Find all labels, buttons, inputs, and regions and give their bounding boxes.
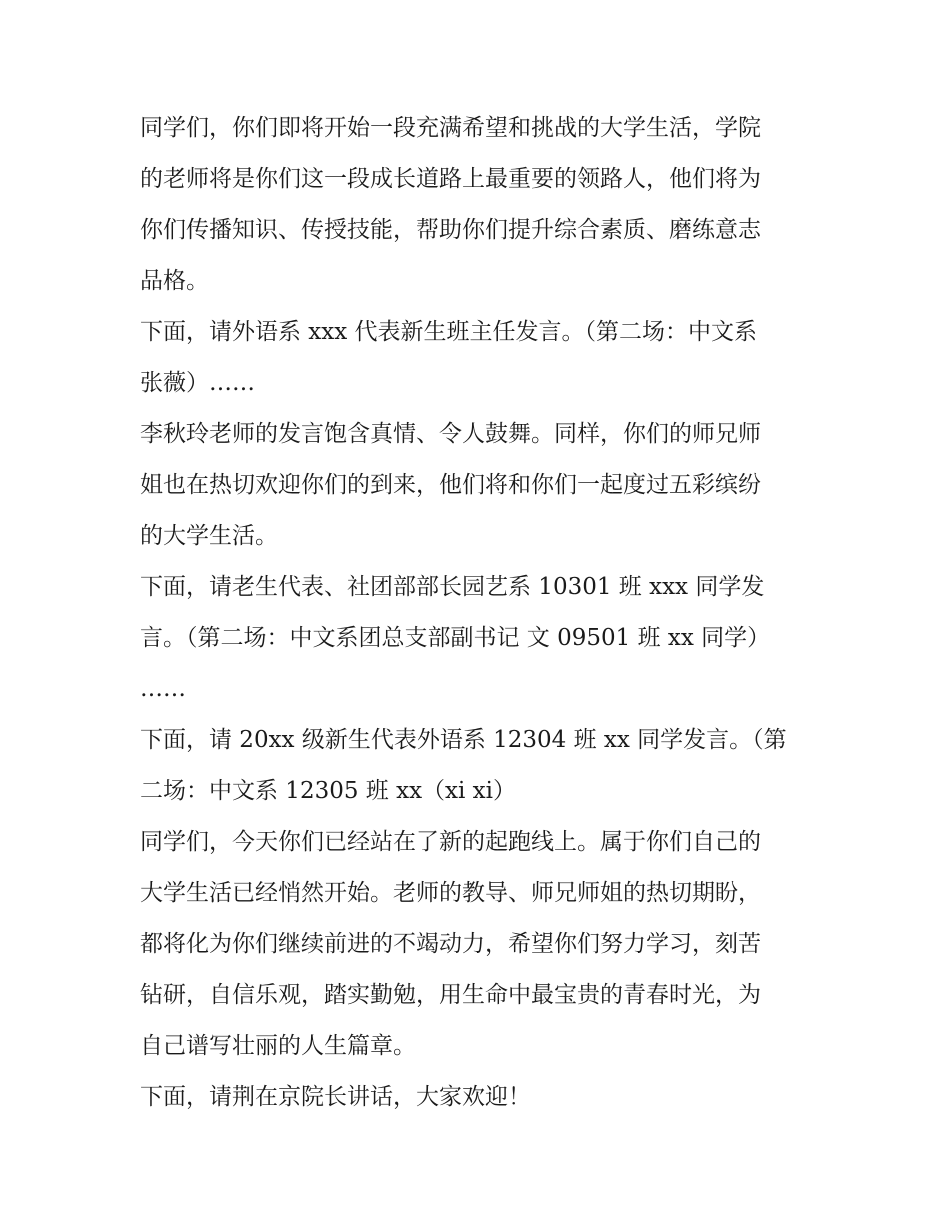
text-line: 张薇）…… [140, 370, 255, 396]
text-line: 下面，请老生代表、社团部部长园艺系 10301 班 xxx 同学发 [140, 574, 765, 600]
text-line: 自己谱写壮丽的人生篇章。 [140, 1033, 416, 1059]
text-line: 你们传播知识、传授技能，帮助你们提升综合素质、磨练意志 [140, 217, 761, 243]
text-line: …… [140, 676, 186, 702]
text-line: 同学们，今天你们已经站在了新的起跑线上。属于你们自己的 [140, 829, 761, 855]
text-line: 大学生活已经悄然开始。老师的教导、师兄师姐的热切期盼， [140, 880, 761, 906]
text-line: 同学们，你们即将开始一段充满希望和挑战的大学生活，学院 [140, 115, 761, 141]
text-line: 言。（第二场：中文系团总支部副书记 文 09501 班 xx 同学） [140, 625, 771, 651]
text-line: 钻研，自信乐观，踏实勤勉，用生命中最宝贵的青春时光，为 [140, 982, 761, 1008]
text-line: 的老师将是你们这一段成长道路上最重要的领路人，他们将为 [140, 166, 761, 192]
text-line: 下面，请荆在京院长讲话，大家欢迎！ [140, 1084, 531, 1110]
text-line: 品格。 [140, 268, 209, 294]
text-line: 下面，请外语系 xxx 代表新生班主任发言。（第二场：中文系 [140, 319, 758, 345]
text-line: 李秋玲老师的发言饱含真情、令人鼓舞。同样，你们的师兄师 [140, 421, 761, 447]
text-line: 下面，请 20xx 级新生代表外语系 12304 班 xx 同学发言。（第 [140, 727, 787, 753]
text-line: 姐也在热切欢迎你们的到来，他们将和你们一起度过五彩缤纷 [140, 472, 761, 498]
text-line: 的大学生活。 [140, 523, 278, 549]
document-body [140, 103, 820, 1123]
text-line: 二场：中文系 12305 班 xx（xi xi） [140, 778, 517, 804]
text-line: 都将化为你们继续前进的不竭动力，希望你们努力学习，刻苦 [140, 931, 761, 957]
